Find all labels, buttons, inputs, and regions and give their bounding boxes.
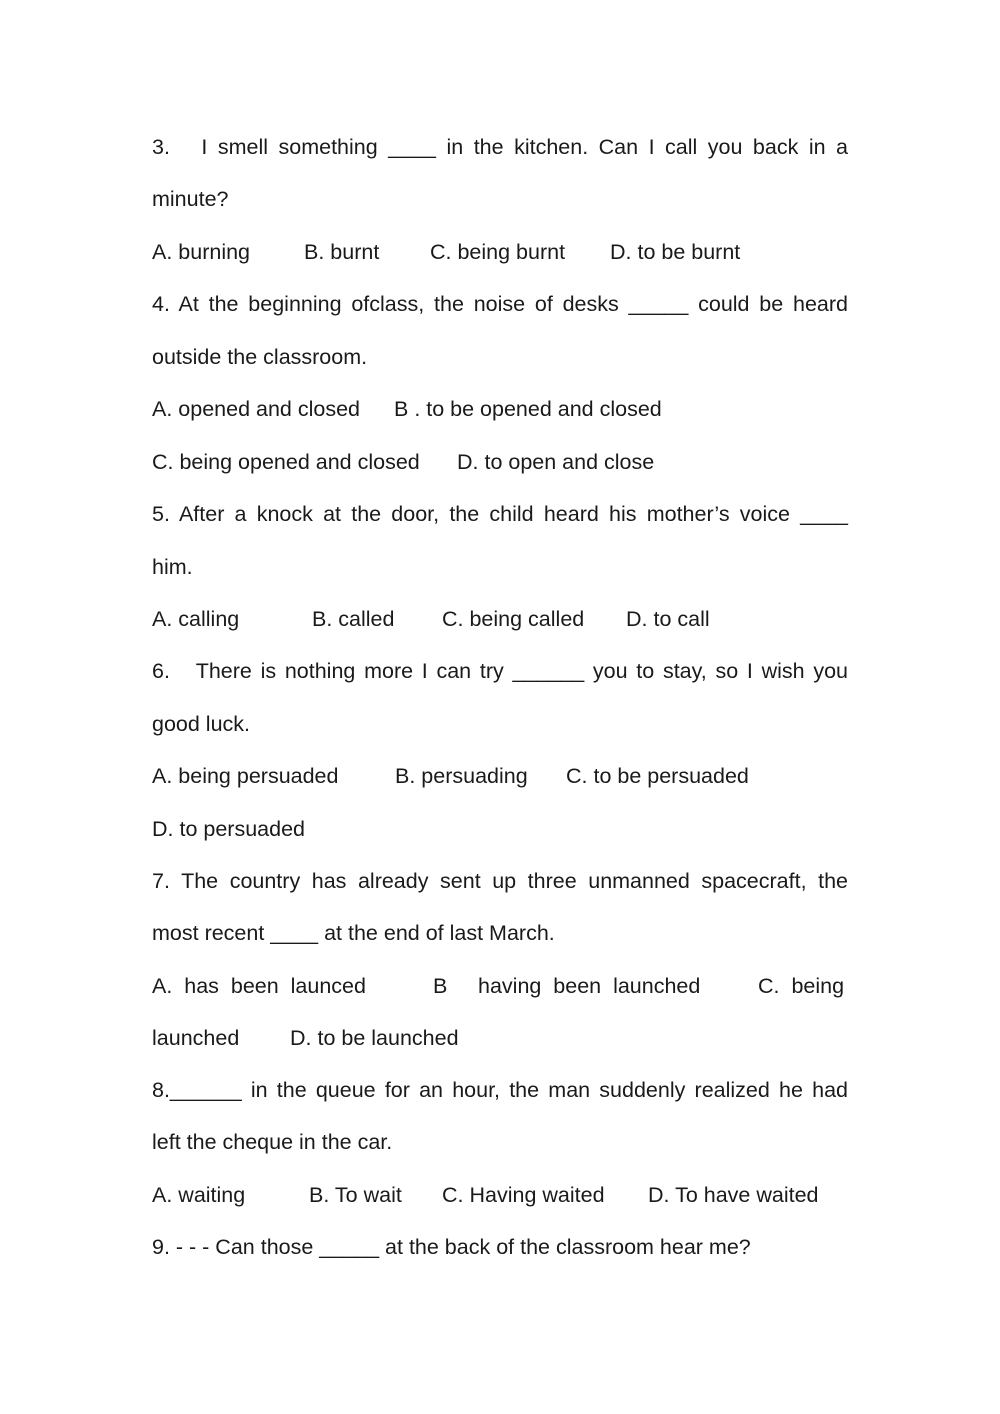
option-a: A. burning (152, 240, 251, 264)
option-b: having been launched (478, 974, 701, 998)
option-c: C. to be persuaded (566, 764, 749, 788)
option-d: D. to open and close (457, 450, 655, 474)
question-4-options-row2 (152, 447, 848, 477)
option-d: D. To have waited (648, 1183, 819, 1207)
question-4-text-cont: outside the classroom. (152, 345, 368, 369)
question-5-text-cont: him. (152, 555, 193, 579)
option-b: B. To wait (309, 1183, 402, 1207)
question-3-text: 3. I smell something ____ in the kitchen. Can I call you back in a (152, 135, 848, 159)
option-b: B. called (312, 607, 395, 631)
question-6-options-row2 (152, 814, 848, 844)
question-6-text-cont: good luck. (152, 712, 251, 736)
question-5-options (152, 604, 848, 634)
question-9-text: 9. - - - Can those _____ at the back of the classroom hear me? (152, 1235, 751, 1259)
option-a: A. calling (152, 607, 240, 631)
question-7-options-row1 (152, 971, 848, 1001)
question-8-text-cont: left the cheque in the car. (152, 1130, 393, 1154)
question-6-options-row1 (152, 761, 848, 791)
option-b: B. burnt (304, 240, 380, 264)
option-c: C. being called (442, 607, 585, 631)
option-c: C. being burnt (430, 240, 566, 264)
option-c: C. Having waited (442, 1183, 605, 1207)
question-8-options (152, 1180, 848, 1210)
option-b-letter: B (433, 974, 448, 998)
question-3-text-cont: minute? (152, 187, 229, 211)
option-c: C. being opened and closed (152, 450, 420, 474)
option-d: D. to be burnt (610, 240, 741, 264)
question-7-text-cont: most recent ____ at the end of last March. (152, 921, 555, 945)
option-a: A. waiting (152, 1183, 246, 1207)
question-5-text: 5. After a knock at the door, the child heard his mother’s voice ____ (152, 502, 848, 526)
option-d: D. to call (626, 607, 710, 631)
question-7-text: 7. The country has already sent up three unmanned spacecraft, the (152, 869, 848, 893)
option-c: C. being (758, 974, 845, 998)
option-d: D. to be launched (290, 1026, 459, 1050)
question-8-text: 8.______ in the queue for an hour, the man suddenly realized he had (152, 1078, 848, 1102)
option-d: D. to persuaded (152, 817, 305, 841)
option-b: B. persuading (395, 764, 528, 788)
option-c-cont: launched (152, 1026, 240, 1050)
option-a: A. being persuaded (152, 764, 339, 788)
question-4-text: 4. At the beginning ofclass, the noise of desks _____ could be heard (152, 292, 848, 316)
question-3-options (152, 237, 848, 267)
option-a: A. opened and closed (152, 397, 360, 421)
question-6-text: 6. There is nothing more I can try ______ you to stay, so I wish you (152, 659, 848, 683)
option-b: B . to be opened and closed (394, 397, 662, 421)
option-a: A. has been launced (152, 974, 366, 998)
question-4-options-row1 (152, 394, 848, 424)
question-7-options-row2 (152, 1023, 848, 1053)
